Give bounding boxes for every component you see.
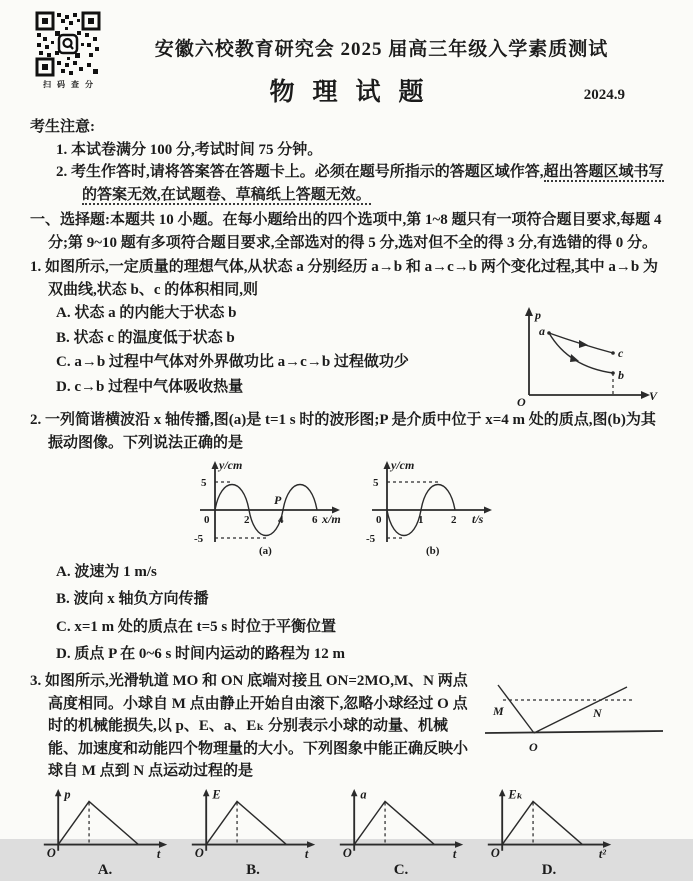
q2-waveform-graph-a — [188, 458, 346, 556]
q3-graph-b-plot — [182, 787, 324, 859]
q3-graph-d — [478, 787, 620, 881]
q2a-tick-6: 6 — [312, 514, 318, 526]
q1-point-c-label: c — [618, 346, 624, 360]
header — [0, 0, 693, 112]
q3-graph-a-label: A. — [34, 859, 176, 881]
question-2 — [0, 407, 693, 668]
question-2-option-d: D. 质点 P 在 0~6 s 时间内运动的路程为 12 m — [56, 641, 669, 669]
section-heading-text: 一、选择题:本题共 10 小题。在每小题给出的四个选项中,第 1~8 题只有一项符合题目要求,每题 4 分;第 9~10 题有多项符合题目要求,全部选对的得 5 分,选对但不全的得 3 分,有选错的得 0 分。 — [30, 209, 669, 254]
qr-code — [35, 11, 101, 77]
q2a-tick-2: 2 — [244, 514, 250, 526]
q2a-tick-4: 4 — [278, 514, 284, 526]
q2a-ylabel: y/cm — [217, 458, 242, 472]
q2b-tick-minus5: -5 — [366, 533, 376, 545]
q3-graph-a-origin: O — [47, 845, 56, 859]
q3-graph-c-ylabel: a — [360, 787, 366, 801]
notice-heading: 考生注意: — [30, 116, 667, 139]
q3-graph-c — [330, 787, 472, 881]
q3-answer-graphs — [34, 787, 693, 881]
q2a-origin: 0 — [204, 514, 210, 526]
q1-point-b-label: b — [618, 368, 624, 382]
q1-point-a-label: a — [539, 324, 545, 338]
subject-title: 物理试题 — [0, 74, 693, 112]
q2b-tick-plus5: 5 — [373, 477, 379, 489]
question-3 — [0, 668, 693, 783]
q2-figures — [188, 458, 669, 556]
q3-point-m-label: M — [492, 704, 504, 718]
q3-graph-b-xlabel: t — [305, 846, 309, 860]
q1-axis-label-v: V — [649, 389, 658, 403]
q1-axis-label-p: p — [534, 308, 541, 322]
q3-graph-a-ylabel: p — [63, 787, 70, 801]
q3-graph-c-plot — [330, 787, 472, 859]
notice-item-2-emphasis: 超出答题区域书写的答案无效,在试题卷、草稿纸上答题无效。 — [82, 164, 664, 205]
q3-point-o-label: O — [529, 740, 538, 754]
q3-graph-a-plot — [34, 787, 176, 859]
q3-graph-c-label: C. — [330, 859, 472, 881]
question-1 — [0, 254, 693, 407]
notice-item-2 — [30, 161, 667, 206]
question-2-stem: 2. 一列简谐横波沿 x 轴传播,图(a)是 t=1 s 时的波形图;P 是介质中位于 x=4 m 处的质点,图(b)为其振动图像。下列说法正确的是 — [30, 409, 669, 454]
question-2-option-c: C. x=1 m 处的质点在 t=5 s 时位于平衡位置 — [56, 613, 669, 641]
question-1-option-a: A. 状态 a 的内能大于状态 b — [56, 301, 491, 326]
section-heading — [0, 206, 693, 254]
q1-origin-label: O — [517, 395, 526, 409]
q3-track-diagram — [481, 672, 669, 778]
q3-graph-b-ylabel: E — [211, 787, 220, 801]
q2a-point-p-label: P — [274, 493, 282, 507]
notice-item-1: 1. 本试卷满分 100 分,考试时间 75 分钟。 — [30, 139, 667, 162]
q1-pv-diagram — [491, 303, 663, 407]
q2a-xlabel: x/m — [321, 512, 341, 526]
q3-graph-d-origin: O — [491, 845, 500, 859]
q3-graph-a — [34, 787, 176, 881]
q2b-xlabel: t/s — [472, 512, 484, 526]
exam-title: 安徽六校教育研究会 2025 届高三年级入学素质测试 — [110, 36, 653, 65]
question-1-option-c: C. a→b 过程中气体对外界做功比 a→c→b 过程做功少 — [56, 350, 491, 375]
q2b-tick-2: 2 — [451, 514, 457, 526]
q3-graph-a-xlabel: t — [157, 846, 161, 860]
q3-graph-d-plot — [478, 787, 620, 859]
question-2-option-a: A. 波速为 1 m/s — [56, 558, 669, 586]
q3-graph-b-origin: O — [195, 845, 204, 859]
question-3-stem: 3. 如图所示,光滑轨道 MO 和 ON 底端对接且 ON=2MO,M、N 两点高度相同。小球自 M 点由静止开始自由滚下,忽略小球经过 O 点时的机械能损失,以 p、E、a、Eₖ 分别表示小球的动量、机械能、加速度和动能四个物理量的大小。下列图象中能正确反映小球自 M 点到 N 点运动过程的是 — [30, 670, 669, 783]
q3-graph-c-origin: O — [343, 845, 352, 859]
q3-graph-d-ylabel: Eₖ — [507, 787, 523, 801]
q2-vibration-graph-b — [360, 458, 500, 556]
qr-center-logo — [59, 35, 77, 53]
qr-caption: 扫码查分 — [35, 79, 103, 91]
paper-date: 2024.9 — [584, 84, 625, 107]
notice-block — [0, 112, 693, 206]
q2a-caption: (a) — [259, 545, 272, 557]
q2b-ylabel: y/cm — [389, 458, 414, 472]
q2b-tick-1: 1 — [418, 514, 424, 526]
question-2-option-b: B. 波向 x 轴负方向传播 — [56, 586, 669, 614]
q3-graph-b — [182, 787, 324, 881]
notice-item-2-text: 2. 考生作答时,请将答案答在答题卡上。必须在题号所指示的答题区域作答, — [56, 164, 544, 180]
q3-graph-b-label: B. — [182, 859, 324, 881]
q3-point-n-label: N — [592, 706, 603, 720]
question-1-options — [30, 301, 491, 399]
q3-graph-c-xlabel: t — [453, 846, 457, 860]
question-2-options — [30, 558, 669, 668]
question-1-option-b: B. 状态 c 的温度低于状态 b — [56, 326, 491, 351]
q3-graph-d-xlabel: t² — [599, 846, 606, 860]
question-1-option-d: D. c→b 过程中气体吸收热量 — [56, 375, 491, 400]
q2b-caption: (b) — [426, 545, 440, 557]
question-1-stem: 1. 如图所示,一定质量的理想气体,从状态 a 分别经历 a→b 和 a→c→b 两个变化过程,其中 a→b 为双曲线,状态 b、c 的体积相同,则 — [30, 256, 669, 301]
q2a-tick-minus5: -5 — [194, 533, 204, 545]
q2a-tick-plus5: 5 — [201, 477, 207, 489]
q3-graph-d-label: D. — [478, 859, 620, 881]
q2b-origin: 0 — [376, 514, 382, 526]
